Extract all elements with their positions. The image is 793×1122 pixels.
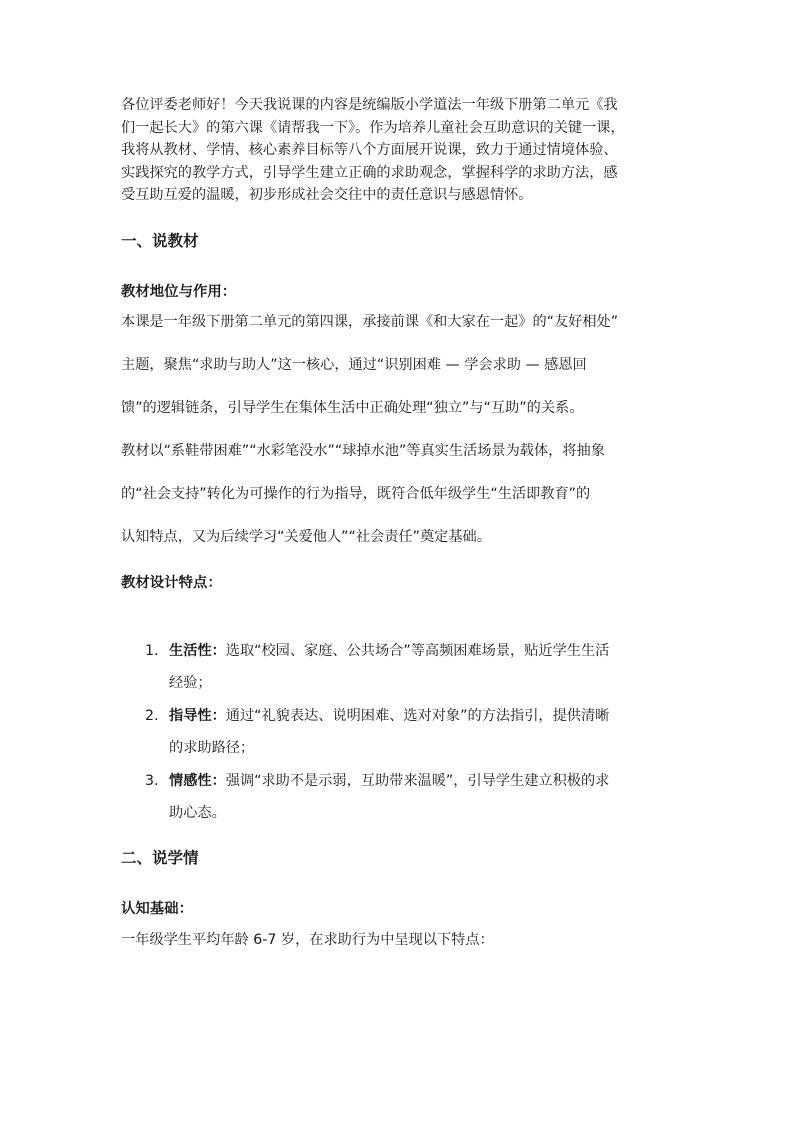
textbook-role-paragraph: [121, 312, 681, 545]
subheading-cognitive-basis: 认知基础：: [121, 901, 193, 917]
feature-text-cont: 经验；: [169, 675, 212, 691]
section-heading-textbook: 一、说教材: [121, 232, 199, 250]
feature-text-cont: 的求助路径；: [169, 740, 255, 756]
subheading-textbook-features: 教材设计特点：: [121, 575, 222, 591]
para-line: 的“社会支持”转化为可操作的行为指导，既符合低年级学生“生活即教育”的: [121, 486, 591, 502]
section-heading-learners: 二、说学情: [121, 849, 199, 867]
feature-term: 生活性：: [169, 643, 226, 659]
feature-term: 指导性：: [169, 708, 226, 724]
intro-paragraph: [121, 94, 681, 207]
cognitive-basis-paragraph: 一年级学生平均年龄 6-7 岁，在求助行为中呈现以下特点：: [121, 932, 494, 948]
subheading-textbook-role: 教材地位与作用：: [121, 284, 237, 300]
para-line: 本课是一年级下册第二单元的第四课，承接前课《和大家在一起》的“友好相处”: [121, 314, 619, 330]
intro-line: 受互助互爱的温暖，初步形成社会交往中的责任意识与感恩情怀。: [121, 187, 533, 204]
para-line: 主题，聚焦“求助与助人”这一核心，通过“识别困难 — 学会求助 — 感恩回: [121, 357, 587, 373]
intro-line: 各位评委老师好！今天我说课的内容是统编版小学道法一年级下册第二单元《我: [121, 97, 618, 113]
feature-text: 强调“求助不是示弱，互助带来温暖”，引导学生建立积极的求: [225, 773, 610, 789]
list-number: 3.: [145, 773, 159, 789]
para-line: 馈”的逻辑链条，引导学生在集体生活中正确处理“独立”与“互助”的关系。: [121, 400, 584, 416]
intro-line: 们一起长大》的第六课《请帮我一下》。作为培养儿童社会互助意识的关键一课，: [121, 119, 625, 136]
list-number: 2.: [145, 708, 159, 724]
intro-line: 我将从教材、学情、核心素养目标等八个方面展开说课，致力于通过情境体验、: [121, 142, 618, 159]
para-line: 教材以“系鞋带困难”“水彩笔没水”“球掉水池”等真实生活场景为载体，将抽象: [121, 443, 605, 459]
list-number: 1.: [145, 643, 159, 659]
intro-line: 实践探究的教学方式，引导学生建立正确的求助观念，掌握科学的求助方法，感: [121, 164, 618, 181]
feature-text: 选取“校园、家庭、公共场合”等高频困难场景，贴近学生生活: [225, 643, 610, 659]
feature-text: 通过“礼貌表达、说明困难、选对对象”的方法指引，提供清晰: [225, 708, 610, 724]
feature-text-cont: 助心态。: [169, 805, 226, 821]
feature-term: 情感性：: [169, 773, 226, 789]
para-line: 认知特点，又为后续学习“关爱他人”“社会责任”奠定基础。: [121, 529, 491, 545]
